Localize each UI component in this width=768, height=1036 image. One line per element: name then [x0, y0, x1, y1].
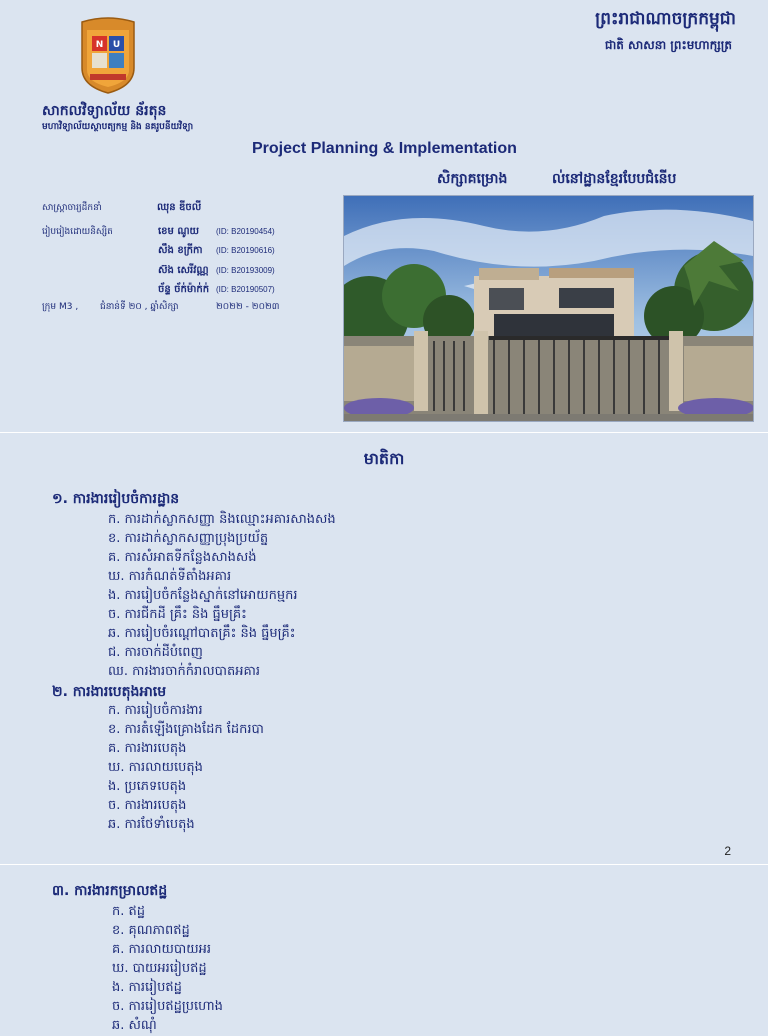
toc-item: ង. ការរៀបឥដ្ឋ: [112, 980, 182, 995]
student-name: ច័ន្ទ ច័ក់ម៉ាក់ក់: [158, 284, 210, 295]
student-name: ស៊ង សេរីវណ្ណ: [158, 265, 209, 276]
toc-item: ខ. ការតំឡើងគ្រោងដែក ដែករបា: [108, 722, 264, 737]
toc-item: ក. ឥដ្ឋ: [112, 904, 146, 919]
toc-section-title: ៣. ការងារ​កម្រាលឥដ្ឋ: [52, 883, 168, 899]
toc-item: ក. ការដាក់ស្លាកសញ្ញា និងឈ្មោះអគារសាងសង: [108, 512, 336, 527]
student-id: (ID: B20190454): [216, 227, 275, 236]
lecturer-name: ឈុន ឌីចលី: [157, 202, 202, 213]
toc-title: មាតិកា: [363, 449, 405, 468]
toc-item: ច. ការរៀបឥដ្ឋប្រហោង: [112, 999, 223, 1014]
toc-item: ឆ. សំណុំ: [112, 1018, 157, 1033]
house-render-image: [343, 195, 754, 422]
toc-item: ឆ. ការរៀបចំរណ្ដៅបាតគ្រឹះ និង ធ្នឹមគ្រឹះ: [108, 626, 296, 641]
class-generation: ជំនាន់ទី ២០ , ឆ្នាំសិក្សា: [100, 302, 179, 312]
university-logo: [80, 16, 136, 94]
svg-text:U: U: [112, 40, 121, 50]
student-id: (ID: B20190507): [216, 285, 275, 294]
toc-section-title: ២. ការងារ​បេតុងអាមេ: [52, 684, 167, 700]
page-divider: [0, 864, 768, 865]
toc-item: ខ. ការដាក់ស្លាកសញ្ញាប្រុងប្រយ័ត្ន: [108, 531, 269, 546]
toc-section-title: ១. ការងារ​រៀបចំការដ្ឋាន: [52, 491, 180, 507]
toc-item: គ. ការលាយបាយអរ: [112, 942, 212, 957]
toc-item: ជ. ការចាក់ដីបំពេញ: [108, 645, 203, 660]
toc-item: ង. ការរៀបចំកន្លែងស្នាក់នៅអោយកម្មករ: [108, 588, 298, 603]
topic-value: ល់នៅដ្ឋានខ្មែរបែបជំនើប: [552, 171, 677, 187]
academic-year: ២០២២ - ២០២៣: [216, 302, 280, 312]
student-name: សឹង ខក្រីកា: [158, 245, 203, 256]
students-label: រៀបរៀងដោយនិស្សិត: [42, 227, 113, 237]
toc-item: ឆ. ការថែទាំបេតុង: [108, 817, 195, 832]
toc-item: ក. ការរៀបចំការងារ: [108, 703, 203, 718]
university-name: សាកលវិទ្យាល័យ ន័រតុន: [42, 103, 167, 119]
toc-item: ឃ. បាយអររៀបឥដ្ឋ: [112, 961, 207, 976]
faculty-name: មហាវិទ្យាល័យស្ថាបត្យកម្ម និង នគរូបនីយវិទ្យា: [42, 122, 194, 132]
toc-item: ង. ប្រភេទបេតុង: [108, 779, 187, 794]
toc-item: គ. ការងារបេតុង: [108, 741, 187, 756]
student-id: (ID: B20190616): [216, 246, 275, 255]
class-group: ក្រុម M3 ,: [42, 302, 79, 312]
section-divider: [0, 432, 768, 433]
national-motto: ជាតិ សាសនា ព្រះមហាក្សត្រ: [604, 38, 732, 52]
page-number: 2: [724, 844, 731, 858]
course-title: Project Planning & Implementation: [252, 140, 517, 157]
toc-item: ឃ. ការកំណត់ទីតាំងអគារ: [108, 569, 232, 584]
toc-item: ឃ. ការលាយបេតុង: [108, 760, 203, 775]
lecturer-label: សាស្រ្តាចារ្យដឹកនាំ: [42, 203, 102, 213]
topic-label: សិក្សាគម្រោង: [437, 171, 508, 187]
toc-item: ច. ការងារបេតុង: [108, 798, 187, 813]
student-id: (ID: B20193009): [216, 266, 275, 275]
toc-item: ច. ការជីកដី គ្រឹះ និង ធ្នឹមគ្រឹះ: [108, 607, 247, 622]
toc-item: ឈ. ការងារចាក់កំរាលបាតអគារ: [108, 664, 261, 679]
kingdom-title: ព្រះរាជាណាចក្រកម្ពុជា: [595, 9, 736, 29]
svg-text:N: N: [95, 40, 104, 50]
student-name: ខេម ណូយ: [158, 226, 200, 237]
toc-item: គ. ការសំអាតទីកន្លែងសាងសង់: [108, 550, 257, 565]
toc-item: ខ. គុណភាពឥដ្ឋ: [112, 923, 190, 938]
